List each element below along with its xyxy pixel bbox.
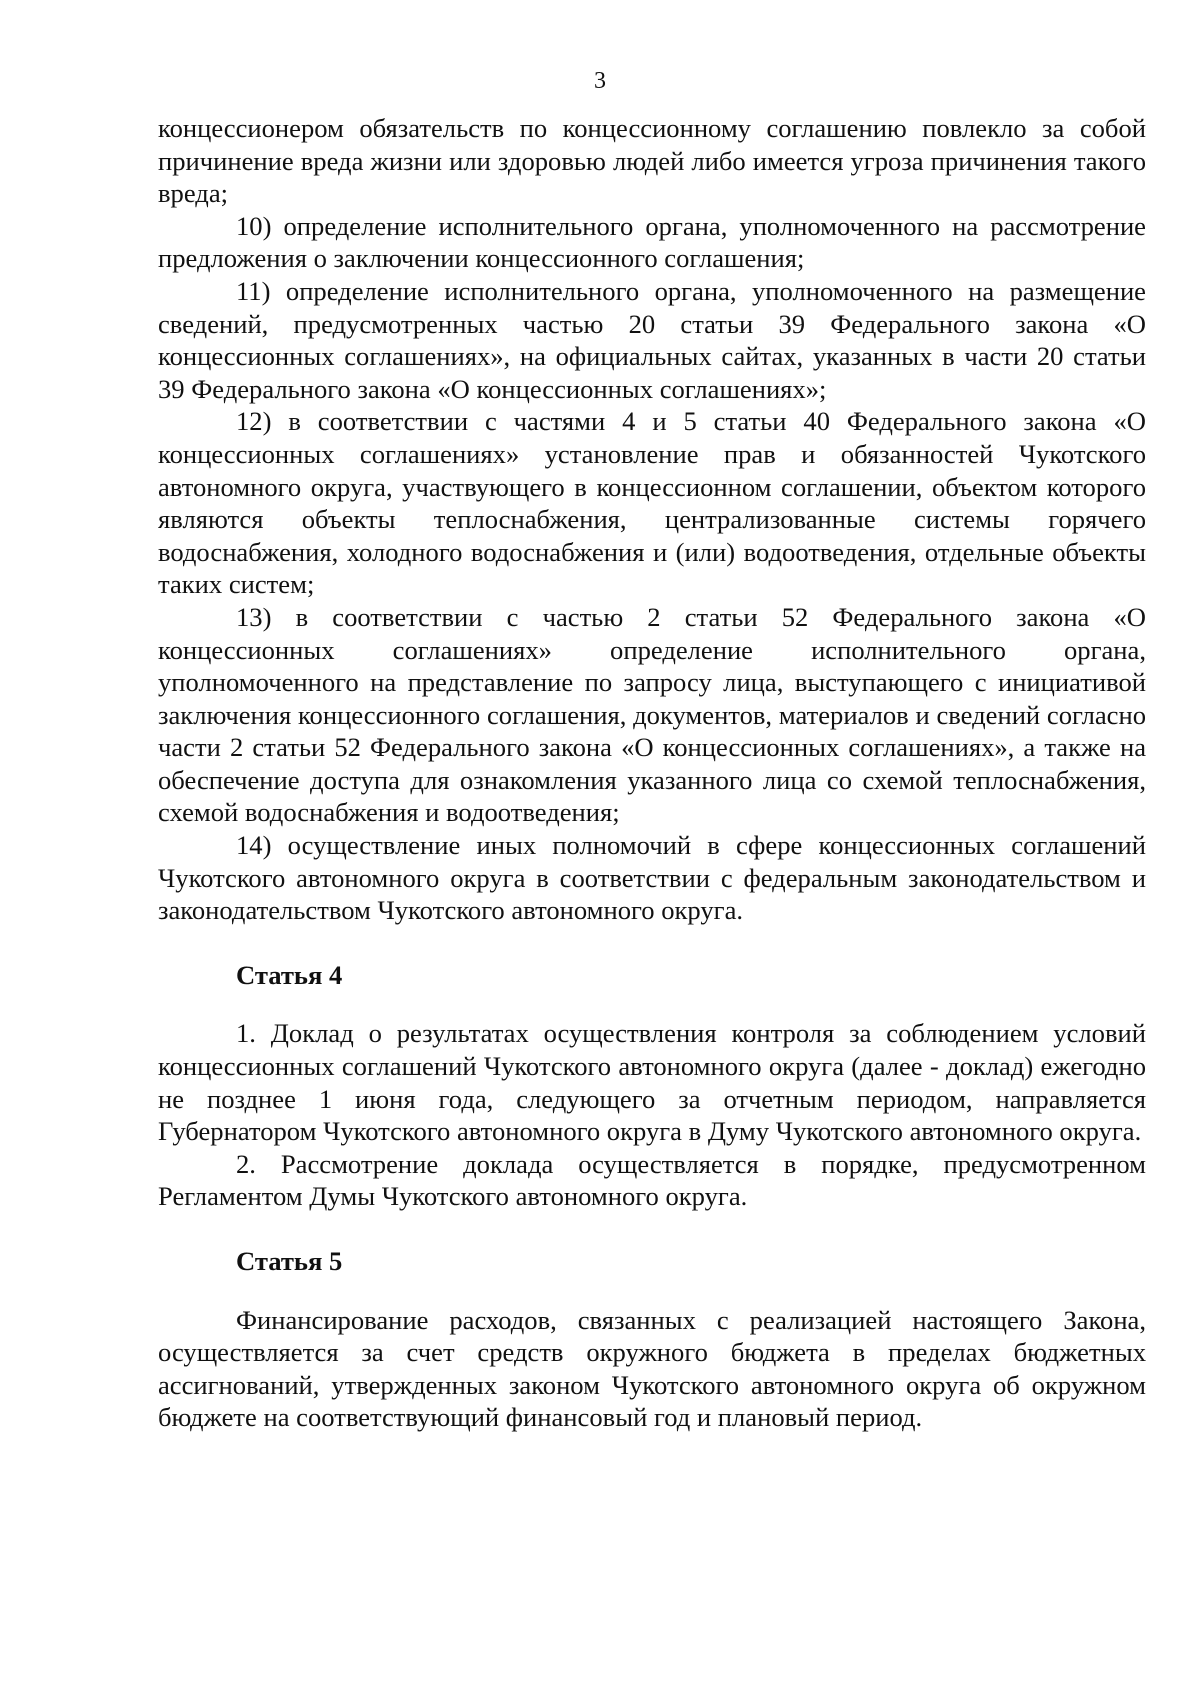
list-item-10: 10) определение исполнительного органа, уполномоченного на рассмотрение предложения о заключении концессионного соглашения; (158, 210, 1146, 274)
spacer (158, 991, 1146, 1017)
article-4-paragraph-2: 2. Рассмотрение доклада осуществляется в порядке, предусмотренном Регламентом Думы Чукотского автономного округа. (158, 1148, 1146, 1212)
list-item-11: 11) определение исполнительного органа, уполномоченного на размещение сведений, предусмотренных частью 20 статьи 39 Федерального закона «О концессионных соглашениях», на официальных сайтах, указанных в части 20 статьи 39 Федерального закона «О концессионных соглашениях»; (158, 275, 1146, 404)
article-4-heading: Статья 4 (236, 959, 343, 990)
spacer (158, 1278, 1146, 1304)
document-body (158, 112, 1146, 1434)
list-item-12: 12) в соответствии с частями 4 и 5 статьи 40 Федерального закона «О концессионных соглашениях» установление прав и обязанностей Чукотского автономного округа, участвующего в концессионном соглашении, объектом которого являются объекты теплоснабжения, централизованные системы горячего водоснабжения, холодного водоснабжения и (или) водоотведения, отдельные объекты таких систем; (158, 406, 1146, 600)
list-item-14: 14) осуществление иных полномочий в сфере концессионных соглашений Чукотского автономного округа в соответствии с федеральным законодательством и законодательством Чукотского автономного округа. (158, 830, 1146, 926)
paragraph-continuation: концессионером обязательств по концессионному соглашению повлекло за собой причинение вреда жизни или здоровью людей либо имеется угроза причинения такого вреда; (158, 113, 1146, 209)
spacer (158, 1213, 1146, 1245)
article-5-heading: Статья 5 (236, 1246, 343, 1276)
list-item-13: 13) в соответствии с частью 2 статьи 52 Федерального закона «О концессионных соглашениях» определение исполнительного органа, уполномоченного на представление по запросу лица, выступающего с инициативой заключения концессионного соглашения, документов, материалов и сведений согласно части 2 статьи 52 Федерального закона «О концессионных соглашениях», а также на обеспечение доступа для ознакомления указанного лица со схемой теплоснабжения, схемой водоснабжения и водоотведения; (158, 601, 1146, 828)
page-number: 3 (594, 68, 606, 94)
article-5-paragraph-1: Финансирование расходов, связанных с реализацией настоящего Закона, осуществляется за счет средств окружного бюджета в пределах бюджетных ассигнований, утвержденных законом Чукотского автономного округа об окружном бюджете на соответствующий финансовый год и плановый период. (158, 1304, 1146, 1433)
article-4-paragraph-1: 1. Доклад о результатах осуществления контроля за соблюдением условий концессионных соглашений Чукотского автономного округа (далее - доклад) ежегодно не позднее 1 июня года, следующего за отчетным периодом, направляется Губернатором Чукотского автономного округа в Думу Чукотского автономного округа. (158, 1018, 1146, 1147)
spacer (158, 927, 1146, 959)
